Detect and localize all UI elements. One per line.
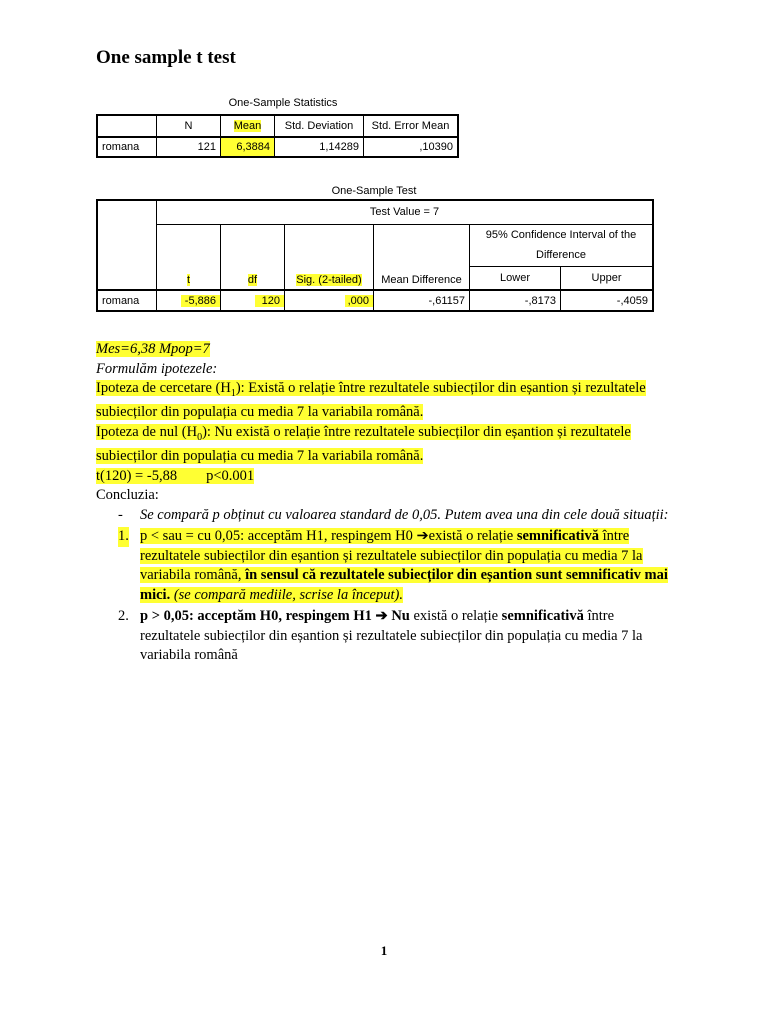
test-data-row <box>97 290 653 311</box>
test-sig-cell <box>285 290 374 311</box>
item2-bold1: p > 0,05: acceptăm H0, respingem H1 <box>140 608 376 625</box>
means-line-text: Mes=6,38 Mpop=7 <box>96 341 210 357</box>
stats-data-row <box>97 137 458 157</box>
stats-table <box>96 114 459 158</box>
test-upper-value: -,4059 <box>561 290 654 311</box>
test-header-df <box>221 224 285 290</box>
dash-text: Se compară p obținut cu valoarea standard de 0,05. Putem avea una din cele două situații: <box>140 506 669 523</box>
formulate-line: Formulăm ipotezele: <box>96 360 218 377</box>
interpretation-text <box>96 340 676 666</box>
test-lower-value: -,8173 <box>470 290 561 311</box>
test-header-df-label: df <box>247 274 258 286</box>
test-df-cell <box>221 290 285 311</box>
stats-n-value: 121 <box>157 137 221 157</box>
test-header-t-label: t <box>186 274 191 286</box>
test-sig-value: ,000 <box>345 295 373 307</box>
null-hypothesis-text <box>96 424 631 464</box>
item2-text <box>140 608 643 663</box>
item1-part1: p < sau = cu 0,05: acceptăm H1, respingem H0 <box>140 528 417 545</box>
stats-mean-value: 6,3884 <box>221 137 275 157</box>
h0-prefix: Ipoteza de nul (H <box>96 423 198 440</box>
stats-header-row <box>97 115 458 137</box>
stats-se-value: ,10390 <box>364 137 459 157</box>
test-value-header: Test Value = 7 <box>157 200 654 224</box>
item2-marker: 2. <box>118 608 129 625</box>
test-table-caption: One-Sample Test <box>331 185 417 197</box>
test-header-upper: Upper <box>561 266 654 290</box>
research-hypothesis <box>96 379 676 423</box>
stats-sd-value: 1,14289 <box>275 137 364 157</box>
test-table <box>96 199 654 312</box>
test-value-row <box>97 200 653 224</box>
test-df-value: 120 <box>255 295 284 307</box>
arrow-icon: ➔ <box>416 528 429 545</box>
test-header-lower: Lower <box>470 266 561 290</box>
stats-table-caption: One-Sample Statistics <box>228 97 338 109</box>
test-header-t <box>157 224 221 290</box>
h1-prefix: Ipoteza de cercetare (H <box>96 380 231 396</box>
stats-header-sd: Std. Deviation <box>275 115 364 137</box>
stats-header-n: N <box>157 115 221 137</box>
list-item <box>96 506 676 526</box>
test-ci-row <box>97 224 653 266</box>
test-header-sig-label: Sig. (2-tailed) <box>296 274 362 286</box>
h1-text: ): Există o relație între rezultatele subiecților din eșantion și rezultatele subiecților din populația cu media 7 la variabila română. <box>96 380 646 421</box>
test-t-cell <box>157 290 221 311</box>
list-item <box>96 607 676 666</box>
stats-row-label: romana <box>97 137 157 157</box>
t-result-text: t(120) = -5,88 p<0.001 <box>96 467 255 484</box>
test-ci-header: 95% Confidence Interval of the Difference <box>470 224 654 266</box>
test-header-mean-diff: Mean Difference <box>374 224 470 290</box>
h0-text: ): Nu există o relație între rezultatele subiecților din eșantion și rezultatele subiecților din populația cu media 7 la variabila română. <box>96 423 631 465</box>
item1-part2: există o relație <box>428 528 517 545</box>
stats-header-mean <box>221 115 275 137</box>
item1-marker: 1. <box>118 527 129 547</box>
arrow-icon: ➔ <box>375 608 388 625</box>
item1-text <box>140 528 668 603</box>
test-t-value: -5,886 <box>181 295 220 307</box>
item1-bold2: în sensul că rezultatele subiecților din eșantion sunt semnificativ mai mici. <box>140 567 668 603</box>
stats-header-mean-label: Mean <box>233 120 262 132</box>
item2-bold2: Nu <box>387 608 410 625</box>
page-number: 1 <box>380 943 388 958</box>
test-mean-diff-value: -,61157 <box>374 290 470 311</box>
item1-part3: între rezultatele subiecților din eșantion și rezultatele subiecților din populația cu media 7 la variabila română, <box>140 528 643 584</box>
means-line <box>96 340 676 360</box>
test-header-sig <box>285 224 374 290</box>
item2-bold3: semnificativă <box>501 608 584 625</box>
stats-corner-cell <box>97 115 157 137</box>
research-hypothesis-text <box>96 380 646 420</box>
h1-subscript: 1 <box>230 387 236 399</box>
item2-part1: există o relație <box>409 608 502 625</box>
item1-italic: (se compară mediile, scrise la început). <box>170 586 403 603</box>
dash-marker: - <box>118 506 123 523</box>
conclusion-label: Concluzia: <box>96 487 159 504</box>
null-hypothesis <box>96 423 676 467</box>
item2-part2: între rezultatele subiecților din eșantion și rezultatele subiecților din populația cu media 7 la variabila română <box>140 608 643 664</box>
test-corner-cell <box>97 200 157 290</box>
t-result-line <box>96 467 676 487</box>
conclusion-list <box>96 506 676 666</box>
h0-subscript: 0 <box>197 431 203 443</box>
page-title: One sample t test <box>96 47 236 68</box>
stats-header-se: Std. Error Mean <box>364 115 459 137</box>
test-row-label: romana <box>97 290 157 311</box>
item1-bold1: semnificativă <box>516 528 599 545</box>
list-item <box>96 527 676 605</box>
